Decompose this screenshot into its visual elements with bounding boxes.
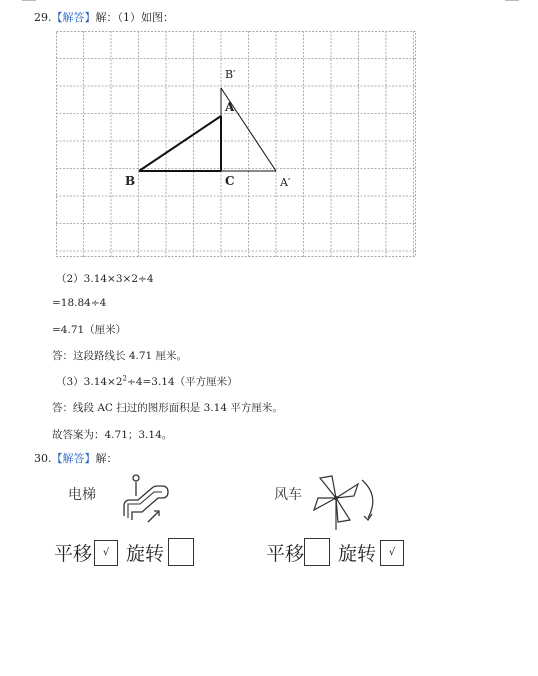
grid-border — [57, 32, 416, 257]
q29-line-5: $(3)3.14\times 2^2\div 4=3.14$（平方厘米） — [56, 374, 238, 388]
grid-lines — [56, 31, 416, 257]
escalator-rotate-label: 旋转 — [126, 543, 165, 565]
windmill-icon — [306, 470, 384, 532]
q29-line-2: =18.84÷4 — [52, 297, 107, 309]
q29-line-7: 故答案为：4.71；3.14。 — [52, 429, 173, 441]
q29-grid-figure — [56, 31, 416, 257]
page-corner-mark-right — [505, 0, 519, 7]
q30-answer-tag: 【解答】 — [51, 452, 96, 465]
label-A: A — [225, 100, 235, 114]
q29-line-3: =4.71（厘米） — [52, 324, 127, 336]
label-B-prime: B′ — [225, 68, 236, 81]
page-corner-mark-left — [22, 0, 36, 7]
windmill-translate-label: 平移 — [266, 543, 305, 565]
label-A-prime: A′ — [280, 176, 291, 189]
q29-line-4: 答：这段路线长 4.71 厘米。 — [52, 350, 188, 362]
segment-BA — [139, 116, 221, 171]
windmill-caption: 风车 — [274, 487, 302, 503]
q29-intro: 解：（1）如图： — [95, 11, 174, 24]
windmill-rotate-label: 旋转 — [338, 543, 377, 565]
q29-line-6: 答：线段 AC 扫过的图形面积是 3.14 平方厘米。 — [52, 402, 283, 414]
q30-number: 30. — [34, 452, 52, 465]
escalator-icon — [118, 472, 170, 528]
q30-header — [34, 450, 118, 466]
q29-answer-tag: 【解答】 — [51, 11, 96, 24]
escalator-translate-box[interactable]: √ — [94, 540, 118, 566]
windmill-rotate-box[interactable]: √ — [380, 540, 404, 566]
q30-intro: 解： — [95, 452, 118, 465]
label-C: C — [225, 174, 235, 188]
q29-number: 29. — [34, 11, 52, 24]
label-B: B — [125, 174, 136, 188]
escalator-translate-label: 平移 — [54, 543, 93, 565]
escalator-caption: 电梯 — [68, 487, 96, 503]
q29-header — [34, 9, 174, 25]
q29-line-1: （2）3.14×3×2÷4 — [56, 273, 154, 285]
windmill-translate-box[interactable] — [304, 538, 330, 566]
escalator-rotate-box[interactable] — [168, 538, 194, 566]
